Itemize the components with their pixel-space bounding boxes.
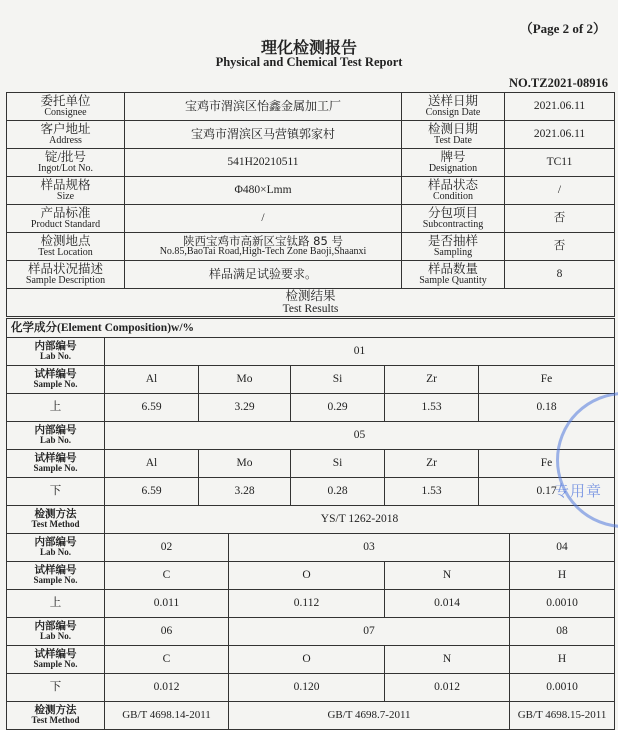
- quantity-value: 8: [505, 261, 615, 289]
- element-header: Mo: [199, 366, 291, 394]
- seal-text: 专用章: [554, 482, 603, 500]
- method-label: 检测方法 Test Method: [7, 506, 105, 534]
- method-value: GB/T 4698.7-2011: [229, 702, 510, 730]
- element-header: Zr: [385, 450, 479, 478]
- lab-no-value: 05: [105, 422, 615, 450]
- sampling-label: 是否抽样 Sampling: [402, 233, 505, 261]
- element-value: 1.53: [385, 478, 479, 506]
- element-header: Zr: [385, 366, 479, 394]
- lab-no-label: 内部编号 Lab No.: [7, 534, 105, 562]
- method-value: YS/T 1262-2018: [105, 506, 615, 534]
- report-title-cn: 理化检测报告: [260, 38, 357, 57]
- element-header: N: [385, 646, 510, 674]
- consignee-label: 委托单位 Consignee: [7, 93, 125, 121]
- condition-value: /: [505, 177, 615, 205]
- designation-label: 牌号 Designation: [402, 149, 505, 177]
- element-header: Mo: [199, 450, 291, 478]
- element-value: 0.014: [385, 590, 510, 618]
- consign-date-value: 2021.06.11: [505, 93, 615, 121]
- lab-no-value: 06: [105, 618, 229, 646]
- test-date-value: 2021.06.11: [505, 121, 615, 149]
- element-value: 6.59: [105, 478, 199, 506]
- page-reference: （Page 2 of 2）: [519, 21, 606, 36]
- method-value: GB/T 4698.14-2011: [105, 702, 229, 730]
- subcontracting-value: 否: [505, 205, 615, 233]
- composition-table: [6, 318, 615, 730]
- element-value: 0.120: [229, 674, 385, 702]
- location-label: 检测地点 Test Location: [7, 233, 125, 261]
- lab-no-label: 内部编号 Lab No.: [7, 618, 105, 646]
- sample-position: 下: [7, 674, 105, 702]
- sample-position: 下: [7, 478, 105, 506]
- report-number: NO.TZ2021-08916: [509, 76, 608, 90]
- location-value: 陕西宝鸡市高新区宝钛路 85 号 No.85,BaoTai Road,High-Tech Zone Baoji,Shaanxi: [125, 233, 402, 261]
- report-title-en: Physical and Chemical Test Report: [215, 55, 403, 69]
- description-value: 样品满足试验要求。: [125, 261, 402, 289]
- element-value: 0.011: [105, 590, 229, 618]
- sampling-value: 否: [505, 233, 615, 261]
- lab-no-label: 内部编号 Lab No.: [7, 338, 105, 366]
- lab-no-value: 02: [105, 534, 229, 562]
- condition-label: 样品状态 Condition: [402, 177, 505, 205]
- sample-no-label: 试样编号 Sample No.: [7, 646, 105, 674]
- element-header: C: [105, 562, 229, 590]
- test-date-label: 检测日期 Test Date: [402, 121, 505, 149]
- sample-no-label: 试样编号 Sample No.: [7, 450, 105, 478]
- element-header: C: [105, 646, 229, 674]
- element-value: 6.59: [105, 394, 199, 422]
- ingot-value: 541H20210511: [125, 149, 402, 177]
- consign-date-label: 送样日期 Consign Date: [402, 93, 505, 121]
- designation-value: TC11: [505, 149, 615, 177]
- size-label: 样品规格 Size: [7, 177, 125, 205]
- element-header: H: [510, 562, 615, 590]
- element-header: Fe: [479, 366, 615, 394]
- ingot-label: 锭/批号 Ingot/Lot No.: [7, 149, 125, 177]
- element-value: 0.18: [479, 394, 615, 422]
- element-header: O: [229, 562, 385, 590]
- element-header: Si: [291, 366, 385, 394]
- sample-position: 上: [7, 590, 105, 618]
- element-header: O: [229, 646, 385, 674]
- size-value: Φ480×Lmm: [125, 177, 402, 205]
- element-header: Al: [105, 366, 199, 394]
- element-value: 0.0010: [510, 590, 615, 618]
- method-label: 检测方法 Test Method: [7, 702, 105, 730]
- address-label: 客户地址 Address: [7, 121, 125, 149]
- element-header: Al: [105, 450, 199, 478]
- element-header: Si: [291, 450, 385, 478]
- element-value: 1.53: [385, 394, 479, 422]
- element-value: 0.012: [105, 674, 229, 702]
- sample-no-label: 试样编号 Sample No.: [7, 366, 105, 394]
- lab-no-value: 07: [229, 618, 510, 646]
- element-value: 0.0010: [510, 674, 615, 702]
- lab-no-value: 04: [510, 534, 615, 562]
- consignee-value: 宝鸡市渭滨区怡鑫金属加工厂: [125, 93, 402, 121]
- element-value: 0.17: [479, 478, 615, 506]
- element-header: Fe: [479, 450, 615, 478]
- standard-label: 产品标准 Product Standard: [7, 205, 125, 233]
- lab-no-value: 08: [510, 618, 615, 646]
- element-value: 3.29: [199, 394, 291, 422]
- lab-no-label: 内部编号 Lab No.: [7, 422, 105, 450]
- element-header: H: [510, 646, 615, 674]
- info-table: [6, 92, 615, 317]
- quantity-label: 样品数量 Sample Quantity: [402, 261, 505, 289]
- lab-no-value: 03: [229, 534, 510, 562]
- method-value: GB/T 4698.15-2011: [510, 702, 615, 730]
- address-value: 宝鸡市渭滨区马营镇郭家村: [125, 121, 402, 149]
- test-results-heading: 检测结果 Test Results: [7, 289, 615, 317]
- element-value: 0.012: [385, 674, 510, 702]
- element-header: N: [385, 562, 510, 590]
- element-value: 0.112: [229, 590, 385, 618]
- standard-value: /: [125, 205, 402, 233]
- subcontracting-label: 分包项目 Subcontracting: [402, 205, 505, 233]
- element-value: 3.28: [199, 478, 291, 506]
- sample-no-label: 试样编号 Sample No.: [7, 562, 105, 590]
- element-value: 0.29: [291, 394, 385, 422]
- lab-no-value: 01: [105, 338, 615, 366]
- element-value: 0.28: [291, 478, 385, 506]
- composition-section-title: 化学成分(Element Composition)w/%: [7, 319, 615, 338]
- sample-position: 上: [7, 394, 105, 422]
- description-label: 样品状况描述 Sample Description: [7, 261, 125, 289]
